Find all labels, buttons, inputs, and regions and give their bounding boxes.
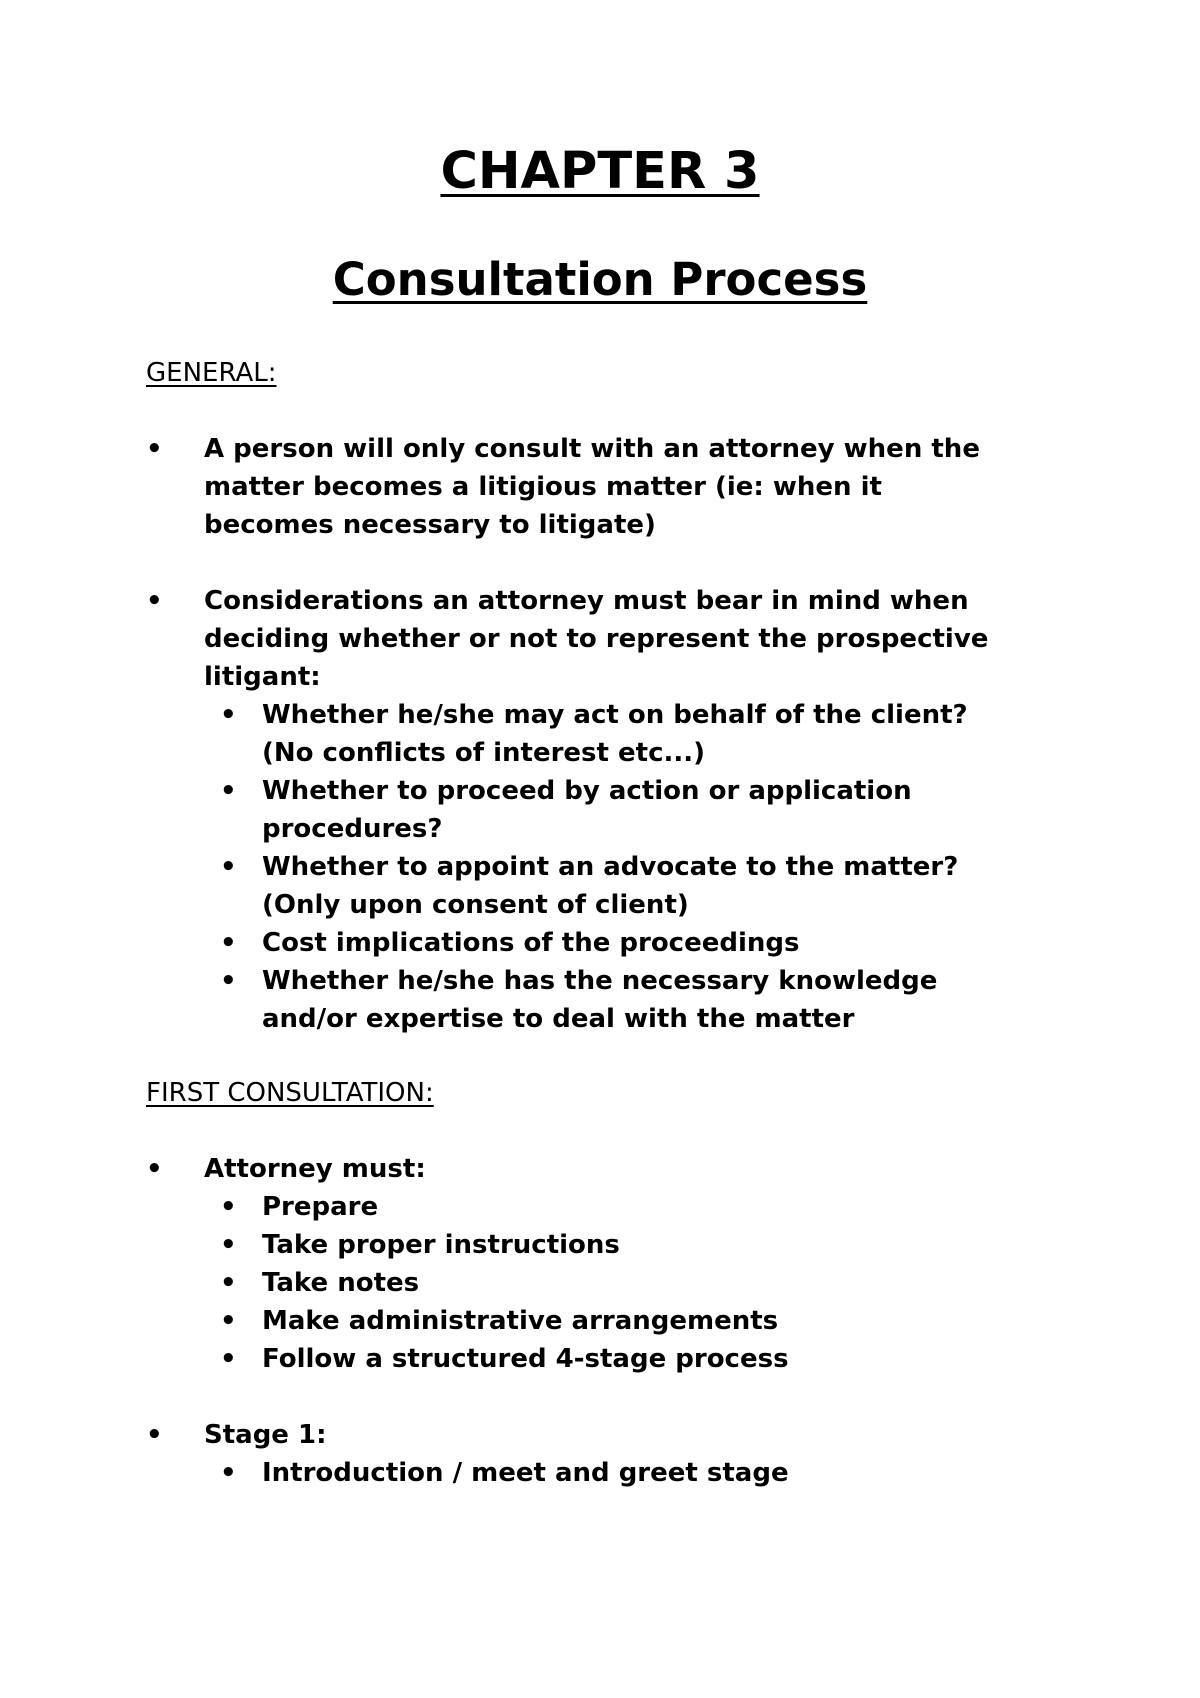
bullet-icon: • (220, 776, 237, 806)
bullet-icon: • (220, 852, 237, 882)
bullet-icon: • (220, 966, 237, 996)
list-item-text: Whether he/she has the necessary knowledge and/or expertise to deal with the matter (262, 966, 938, 1034)
bullet-icon: • (220, 1306, 237, 1336)
bullet-icon: • (146, 586, 163, 616)
list-item-text: Take notes (262, 1268, 420, 1298)
list-item-text: A person will only consult with an attorney when the matter becomes a litigious matter (ie: when it becomes necessary to litigate) (204, 434, 980, 540)
chapter-title: CHAPTER 3 (440, 142, 760, 201)
list-item-text: Whether to proceed by action or application procedures? (262, 776, 912, 844)
bullet-icon: • (220, 1230, 237, 1260)
bullet-icon: • (220, 928, 237, 958)
page-title: Consultation Process (332, 253, 868, 306)
list-item-text: Stage 1: (204, 1420, 327, 1450)
bullet-icon: • (220, 1458, 237, 1488)
list-item-text: Take proper instructions (262, 1230, 620, 1260)
section-heading-general: GENERAL: (146, 358, 277, 388)
list-item-text: Prepare (262, 1192, 379, 1222)
bullet-icon: • (146, 1420, 163, 1450)
bullet-icon: • (146, 434, 163, 464)
list-item-text: Cost implications of the proceedings (262, 928, 800, 958)
list-item-text: Considerations an attorney must bear in mind when deciding whether or not to represent the prospective litigant: (204, 586, 989, 692)
bullet-icon: • (220, 700, 237, 730)
list-item-text: Follow a structured 4-stage process (262, 1344, 789, 1374)
bullet-icon: • (220, 1344, 237, 1374)
bullet-icon: • (220, 1268, 237, 1298)
list-item-text: Whether he/she may act on behalf of the client? (No conflicts of interest etc...) (262, 700, 968, 768)
bullet-icon: • (146, 1154, 163, 1184)
list-item-text: Whether to appoint an advocate to the matter? (Only upon consent of client) (262, 852, 959, 920)
list-item-text: Introduction / meet and greet stage (262, 1458, 789, 1488)
list-item-text: Make administrative arrangements (262, 1306, 779, 1336)
section-heading-first-consultation: FIRST CONSULTATION: (146, 1078, 434, 1108)
bullet-icon: • (220, 1192, 237, 1222)
list-item-text: Attorney must: (204, 1154, 426, 1184)
